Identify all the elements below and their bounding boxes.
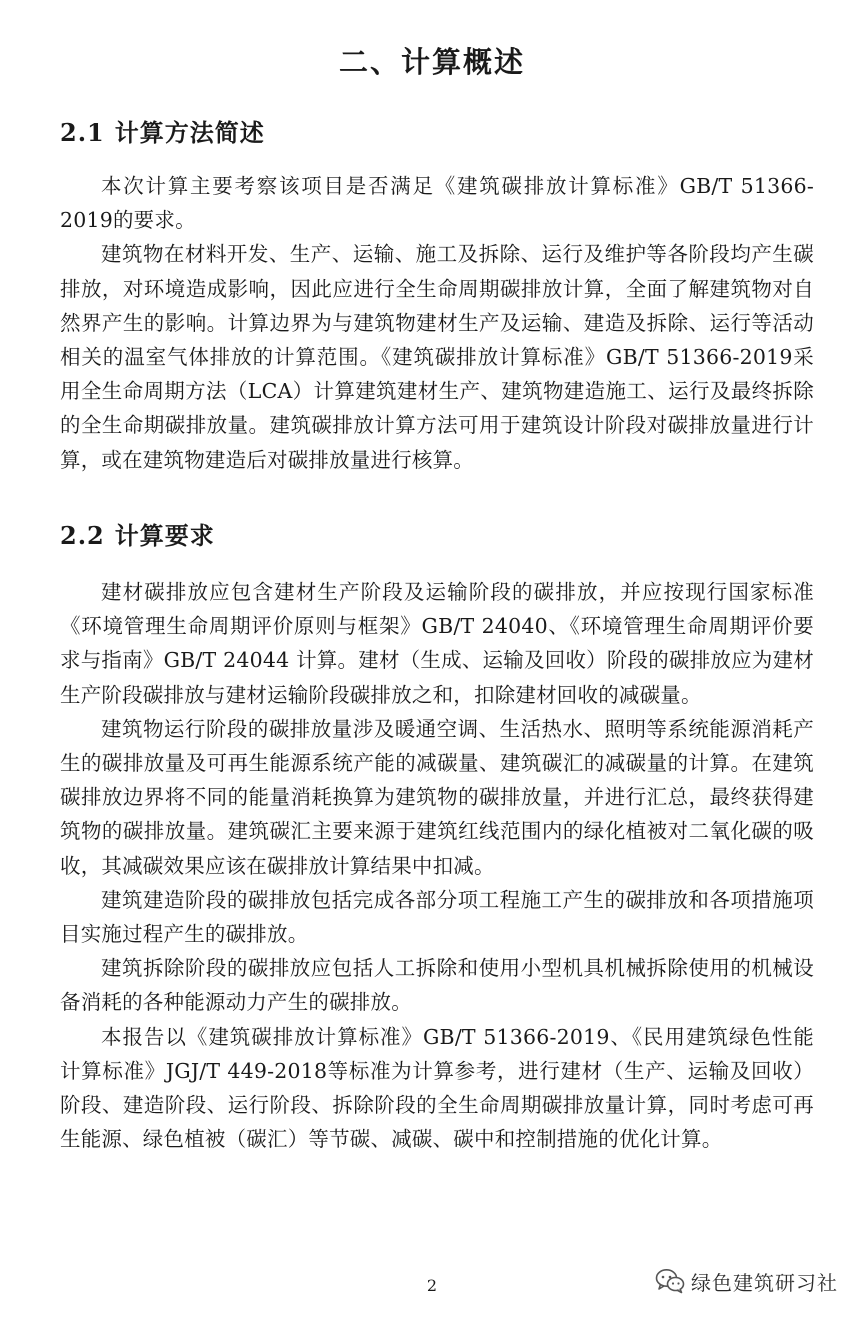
paragraph: 本次计算主要考察该项目是否满足《建筑碳排放计算标准》GB/T 51366-2019的要求。: [60, 174, 814, 233]
paragraph: 建筑物运行阶段的碳排放量涉及暖通空调、生活热水、照明等系统能源消耗产生的碳排放量及可再生能源系统产能的减碳量、建筑碳汇的减碳量的计算。在建筑碳排放边界将不同的能量消耗换算为建筑物的碳排放量，并进行汇总，最终获得建筑物的碳排放量。建筑碳汇主要来源于建筑红线范围内的绿化植被对二氧化碳的吸收，其减碳效果应该在碳排放计算结果中扣减。: [60, 716, 814, 878]
section-heading-2-2: [60, 516, 215, 551]
section-number: 2.2: [60, 521, 105, 550]
paragraph: 建筑物在材料开发、生产、运输、施工及拆除、运行及维护等各阶段均产生碳排放，对环境造成影响，因此应进行全生命周期碳排放计算，全面了解建筑物对自然界产生的影响。计算边界为与建筑物建材生产及运输、建造及拆除、运行等活动相关的温室气体排放的计算范围。《建筑碳排放计算标准》GB/T 51366-2019采用全生命周期方法（LCA）计算建筑建材生产、建筑物建造施工、运行及最终拆除的全生命期碳排放量。建筑碳排放计算方法可用于建筑设计阶段对碳排放量进行计算，或在建筑物建造后对碳排放量进行核算。: [60, 242, 814, 472]
section-title: 计算要求: [114, 522, 215, 550]
chapter-title: 二、计算概述: [338, 45, 525, 79]
watermark: [655, 1266, 838, 1296]
paragraph: 建筑拆除阶段的碳排放应包括人工拆除和使用小型机具机械拆除使用的机械设备消耗的各种能源动力产生的碳排放。: [60, 956, 814, 1015]
section-body-2-1: [60, 169, 814, 477]
wechat-icon: [655, 1268, 685, 1294]
section-body-2-2: [60, 575, 814, 1156]
section-number: 2.1: [60, 118, 105, 147]
section-title: 计算方法简述: [114, 119, 265, 147]
watermark-text: 绿色建筑研习社: [691, 1270, 838, 1295]
page-number: 2: [426, 1276, 438, 1295]
paragraph: 本报告以《建筑碳排放计算标准》GB/T 51366-2019、《民用建筑绿色性能计算标准》JGJ/T 449-2018等标准为计算参考，进行建材（生产、运输及回收）阶段、建造阶段、运行阶段、拆除阶段的全生命周期碳排放量计算，同时考虑可再生能源、绿色植被（碳汇）等节碳、减碳、碳中和控制措施的优化计算。: [60, 1024, 814, 1152]
section-heading-2-1: [60, 113, 265, 148]
paragraph: 建材碳排放应包含建材生产阶段及运输阶段的碳排放，并应按现行国家标准《环境管理生命周期评价原则与框架》GB/T 24040、《环境管理生命周期评价要求与指南》GB/T 24044 计算。建材（生成、运输及回收）阶段的碳排放应为建材生产阶段碳排放与建材运输阶段碳排放之和，扣除建材回收的减碳量。: [60, 580, 814, 707]
paragraph: 建筑建造阶段的碳排放包括完成各部分项工程施工产生的碳排放和各项措施项目实施过程产生的碳排放。: [60, 887, 814, 947]
